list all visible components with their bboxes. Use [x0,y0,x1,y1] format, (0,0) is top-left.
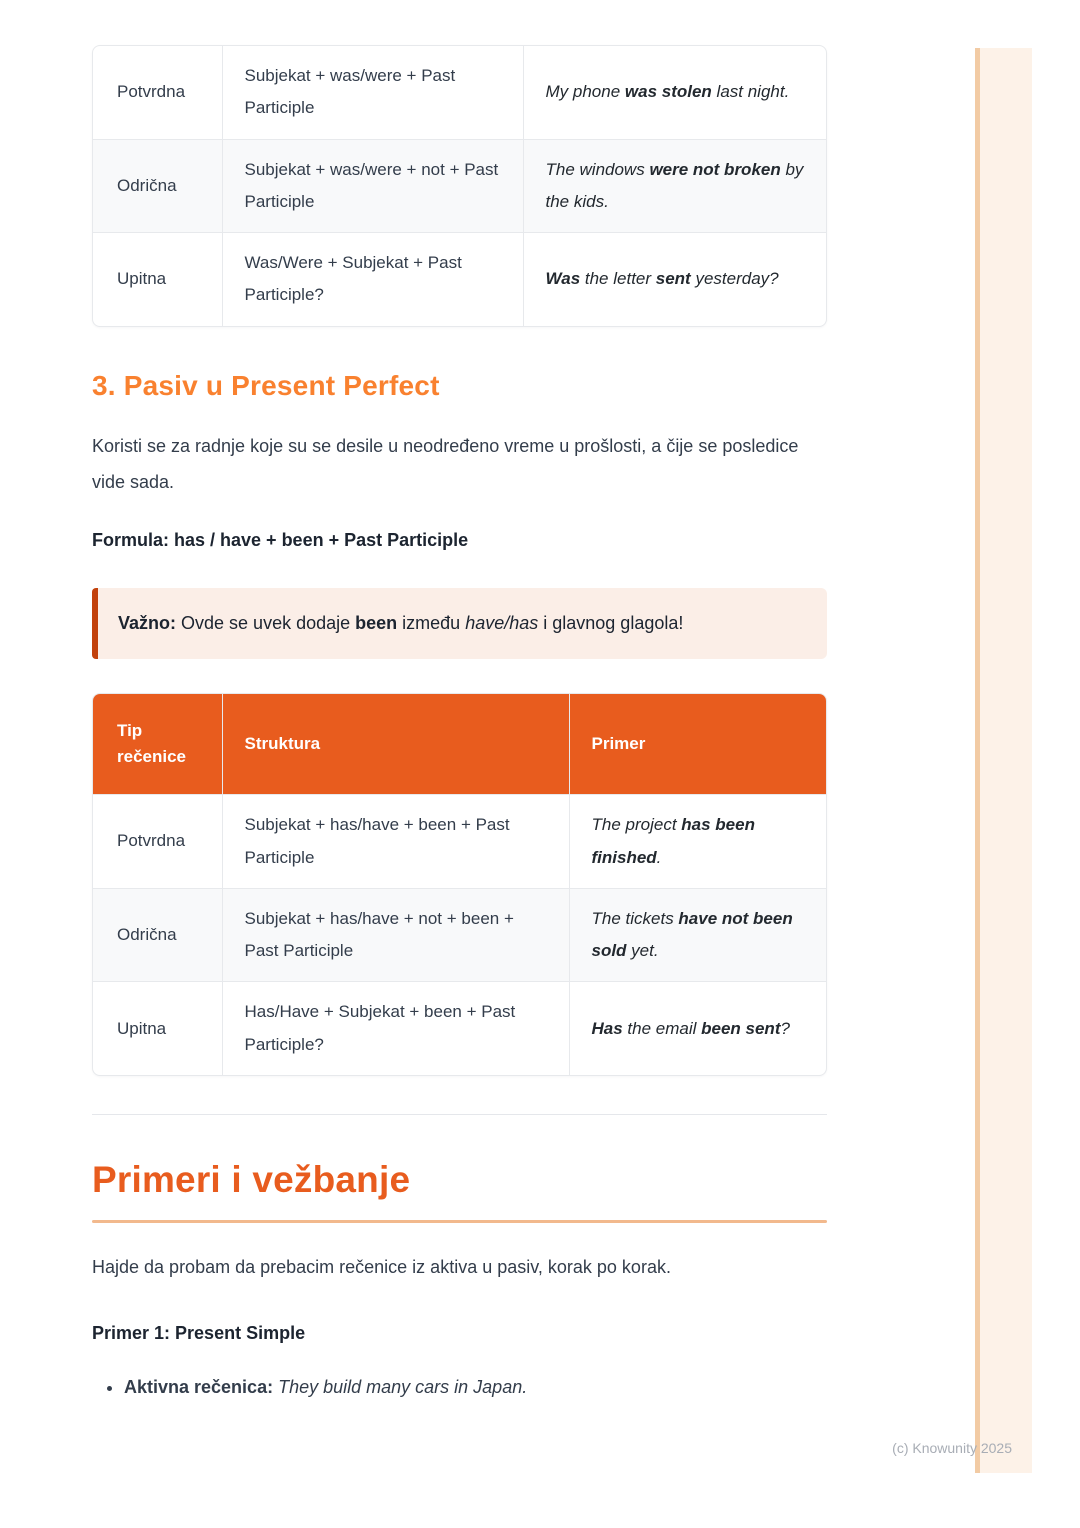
header-structure: Struktura [222,694,569,795]
example-cell: The windows were not broken by the kids. [523,139,827,233]
section-body-text: Koristi se za radnje koje su se desile u neodređeno vreme u prošlosti, a čije se posledice vide sada. [92,436,799,493]
copyright-notice: (c) Knowunity 2025 [892,1440,1012,1456]
row-label: Odrična [93,888,222,982]
practice-section-title: Primeri i vežbanje [92,1159,411,1201]
example1-title: Primer 1: Present Simple [92,1322,306,1343]
structure-cell: Subjekat + was/were + not + Past Participle [222,139,523,233]
section-heading-present-perfect: 3. Pasiv u Present Perfect [92,369,440,401]
table-row [93,795,827,889]
list-item [124,1374,827,1401]
formula-text: Formula: has / have + been + Past Participle [92,530,469,551]
structure-cell: Has/Have + Subjekat + been + Past Participle? [222,982,569,1075]
header-sentence-type: Tip rečenice [93,694,222,795]
important-callout [92,588,827,659]
table-row [93,982,827,1075]
table-row [93,888,827,982]
table-row [93,233,827,326]
example-cell: The project has been finished. [569,795,827,889]
example-cell: The tickets have not been sold yet. [569,888,827,982]
row-label: Upitna [93,233,222,326]
decorative-right-bar [975,48,1032,1473]
active-sentence-text: Aktivna rečenica: They build many cars in Japan. [124,1376,528,1397]
header-example: Primer [569,694,827,795]
row-label: Odrična [93,139,222,233]
structure-cell: Was/Were + Subjekat + Past Participle? [222,233,523,326]
row-label: Potvrdna [93,795,222,889]
example-cell: Has the email been sent? [569,982,827,1075]
example-cell: My phone was stolen last night. [523,46,827,139]
practice-intro-text: Hajde da probam da prebacim rečenice iz aktiva u pasiv, korak po korak. [92,1256,671,1277]
example-cell: Was the letter sent yesterday? [523,233,827,326]
callout-text: Važno: Ovde se uvek dodaje been između have/has i glavnog glagola! [118,612,684,633]
table-header-row [93,694,827,795]
table-row [93,139,827,233]
present-perfect-passive-table [92,693,827,1076]
table-row [93,46,827,139]
row-label: Potvrdna [117,82,186,102]
structure-cell: Subjekat + has/have + been + Past Participle [222,795,569,889]
structure-cell: Subjekat + was/were + Past Participle [222,46,523,139]
row-label: Upitna [93,982,222,1075]
example-bullet-list [92,1374,827,1401]
heading-underline [92,1220,827,1223]
past-simple-passive-table [92,45,827,327]
section-divider [92,1114,827,1115]
document-page [92,0,827,1401]
structure-cell: Subjekat + has/have + not + been + Past Participle [222,888,569,982]
